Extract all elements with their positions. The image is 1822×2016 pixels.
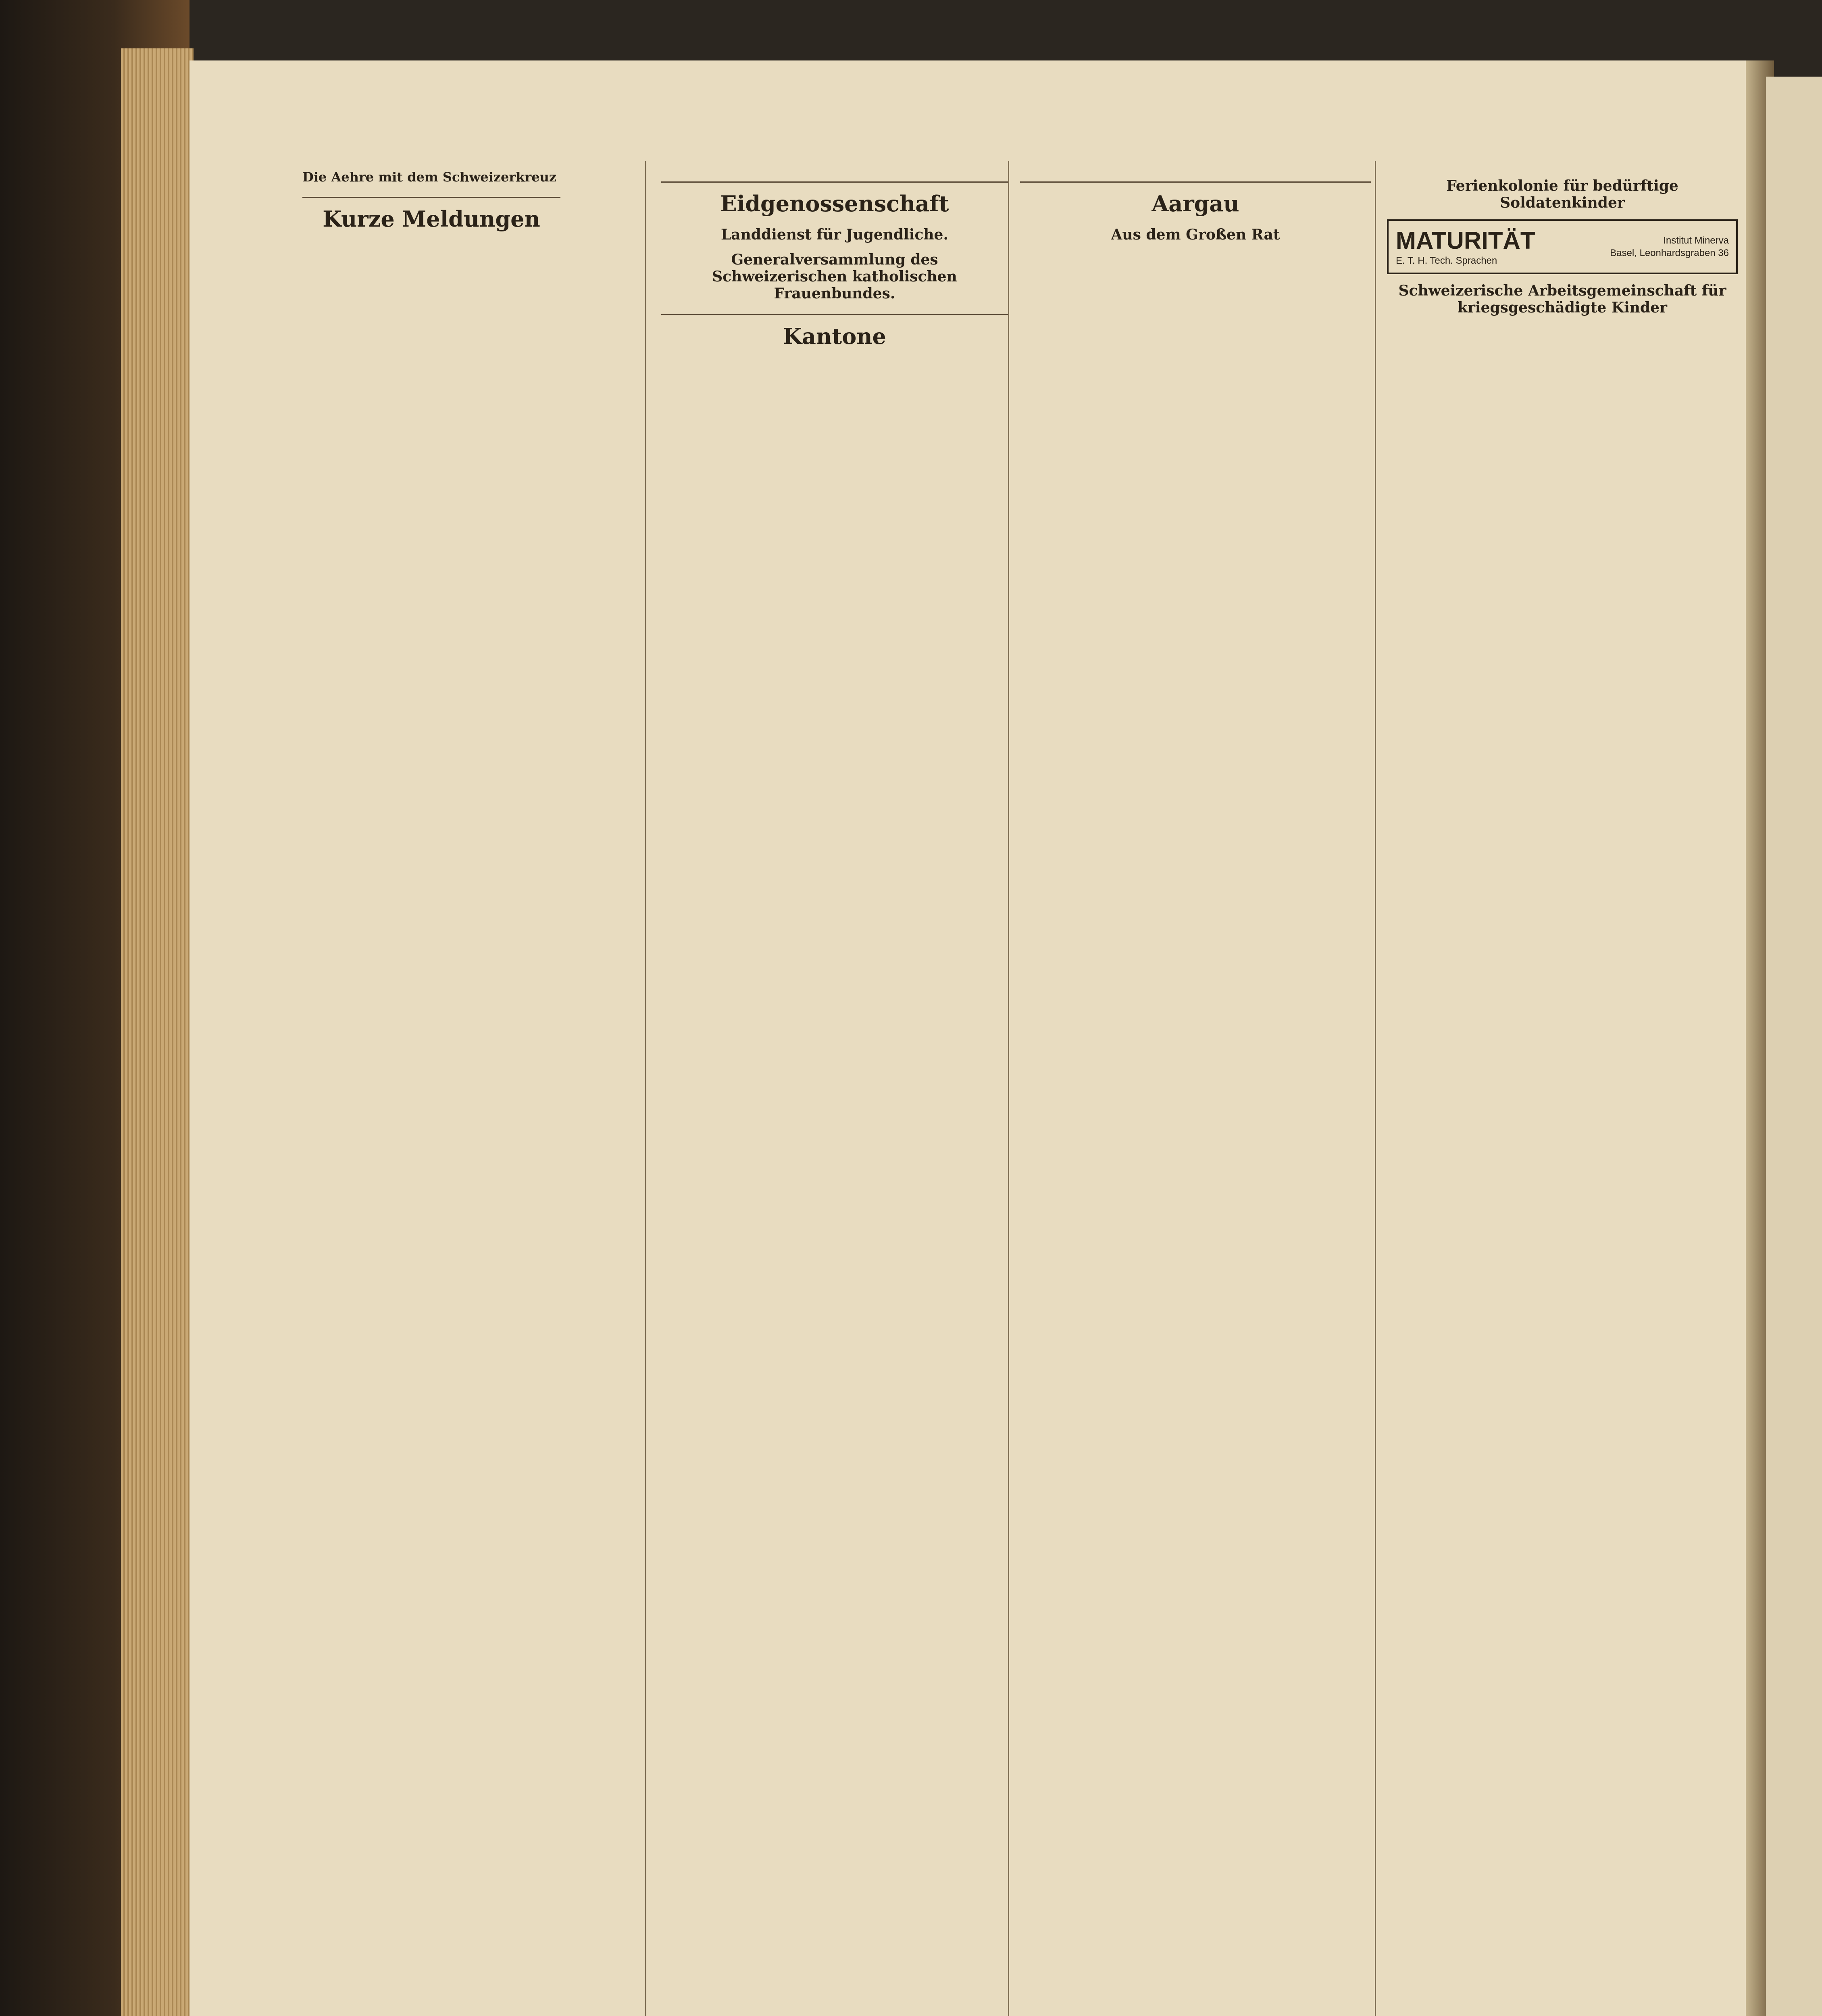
- page-edge-stack: [121, 48, 194, 2016]
- ad-title: MATURITÄT: [1396, 227, 1535, 254]
- subheading-landdienst: Landdienst für Jugendliche.: [720, 226, 948, 243]
- column-2: [661, 169, 1008, 2016]
- ad-bottom-line: E. T. H. Tech. Sprachen: [1396, 255, 1497, 266]
- subheading-arbeitsgemeinschaft: Schweizerische Arbeitsgemeinschaft für kriegsgeschädigte Kinder: [1398, 282, 1726, 317]
- column-rule: [645, 161, 646, 2016]
- section-eidgenossenschaft: Eidgenossenschaft: [661, 181, 1008, 217]
- advertisement-maturitaet: [1387, 219, 1738, 274]
- ad-institute: Institut Minerva: [1663, 235, 1729, 246]
- column-1: [302, 169, 560, 2016]
- section-kantone: Kantone: [661, 314, 1008, 349]
- subheading-grosser-rat: Aus dem Großen Rat: [1111, 226, 1280, 243]
- ad-address: Basel, Leonhardsgraben 36: [1610, 248, 1729, 259]
- column-4: [1387, 169, 1738, 2016]
- next-page-edge: [1766, 77, 1822, 2016]
- subheading-frauenbund: Generalversammlung des Schweizerischen katholischen Frauenbundes.: [712, 251, 957, 302]
- subheading-ferienkolonie: Ferienkolonie für bedürftige Soldatenkinder: [1446, 177, 1678, 211]
- column-rule: [1008, 161, 1009, 2016]
- column-3: [1020, 169, 1371, 2016]
- section-kurze-meldungen: Kurze Meldungen: [302, 197, 560, 232]
- column-rule: [1375, 161, 1376, 2016]
- motto-title: Die Aehre mit dem Schweizerkreuz: [302, 169, 557, 185]
- section-aargau: Aargau: [1020, 181, 1371, 217]
